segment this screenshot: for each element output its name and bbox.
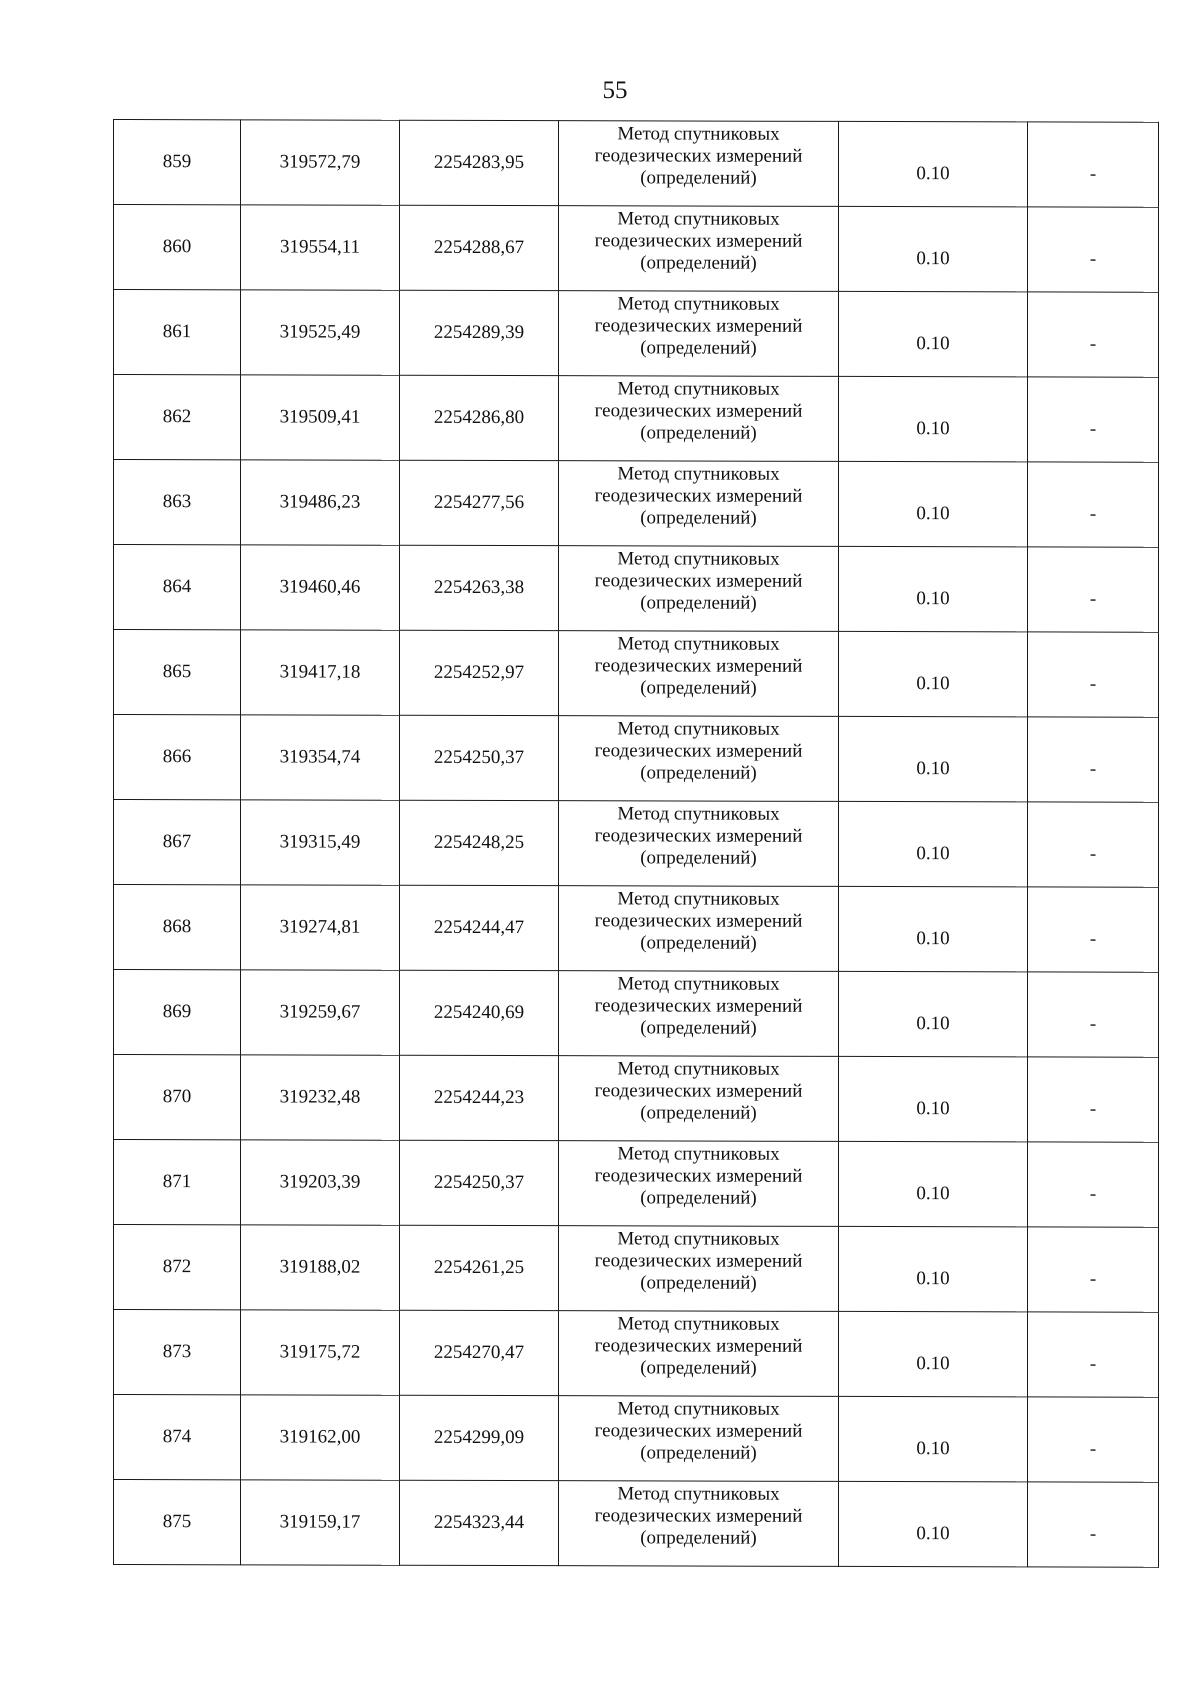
- method-cell: [559, 886, 839, 972]
- method-cell: [559, 971, 839, 1057]
- accuracy-cell-text: 0.10: [916, 333, 950, 355]
- accuracy-cell: [839, 1226, 1028, 1311]
- method-cell-text: Метод спутниковых геодезических измерений (определений): [594, 378, 803, 444]
- accuracy-cell: [839, 206, 1028, 291]
- x-coordinate-cell-text: 319175,72: [279, 1341, 361, 1363]
- method-cell: [559, 206, 839, 292]
- point-number-cell: [114, 545, 241, 630]
- method-cell: [559, 1396, 839, 1482]
- table-row: [114, 545, 1159, 633]
- point-number-cell-text: 866: [162, 746, 192, 768]
- x-coordinate-cell: [241, 120, 400, 205]
- x-coordinate-cell: [241, 1480, 400, 1565]
- point-number-cell: [114, 375, 241, 460]
- table-row: [114, 120, 1159, 208]
- description-cell-text: -: [1089, 418, 1097, 440]
- point-number-cell-text: 860: [162, 236, 192, 258]
- accuracy-cell: [839, 1481, 1028, 1566]
- method-cell-text: Метод спутниковых геодезических измерений (определений): [594, 463, 803, 529]
- accuracy-cell: [839, 716, 1028, 801]
- point-number-cell: [114, 1055, 241, 1140]
- point-number-cell-text: 872: [162, 1256, 192, 1278]
- x-coordinate-cell-text: 319525,49: [279, 321, 361, 343]
- y-coordinate-cell: [400, 885, 559, 970]
- point-number-cell: [114, 460, 241, 545]
- x-coordinate-cell-text: 319188,02: [279, 1256, 361, 1278]
- x-coordinate-cell: [241, 1055, 400, 1140]
- y-coordinate-cell: [400, 545, 559, 630]
- method-cell: [559, 801, 839, 887]
- table-body: [114, 120, 1159, 1568]
- accuracy-cell: [839, 461, 1028, 546]
- method-cell: [559, 1226, 839, 1312]
- x-coordinate-cell: [241, 545, 400, 630]
- y-coordinate-cell-text: 2254270,47: [433, 1341, 525, 1364]
- method-cell-text: Метод спутниковых геодезических измерений (определений): [594, 208, 803, 274]
- y-coordinate-cell: [400, 120, 559, 205]
- description-cell: [1028, 462, 1159, 547]
- point-number-cell: [114, 1480, 241, 1565]
- x-coordinate-cell: [241, 290, 400, 375]
- table-row: [114, 1055, 1159, 1143]
- accuracy-cell: [839, 1311, 1028, 1396]
- point-number-cell: [114, 800, 241, 885]
- point-number-cell-text: 862: [162, 406, 192, 428]
- description-cell-text: -: [1089, 1183, 1097, 1205]
- accuracy-cell: [839, 1141, 1028, 1226]
- y-coordinate-cell-text: 2254299,09: [433, 1426, 525, 1449]
- x-coordinate-cell-text: 319232,48: [279, 1086, 361, 1108]
- method-cell: [559, 546, 839, 632]
- y-coordinate-cell-text: 2254283,95: [433, 151, 525, 174]
- point-number-cell: [114, 120, 241, 205]
- accuracy-cell-text: 0.10: [916, 163, 950, 185]
- accuracy-cell: [839, 1056, 1028, 1141]
- y-coordinate-cell: [400, 1480, 559, 1565]
- method-cell-text: Метод спутниковых геодезических измерений (определений): [594, 1313, 803, 1379]
- description-cell-text: -: [1089, 1013, 1097, 1035]
- table-row: [114, 885, 1159, 973]
- method-cell-text: Метод спутниковых геодезических измерений (определений): [594, 973, 803, 1039]
- point-number-cell-text: 868: [162, 916, 192, 938]
- accuracy-cell: [839, 886, 1028, 971]
- method-cell: [559, 291, 839, 377]
- description-cell: [1028, 122, 1159, 207]
- y-coordinate-cell-text: 2254289,39: [433, 321, 525, 344]
- x-coordinate-cell-text: 319460,46: [279, 576, 361, 598]
- y-coordinate-cell: [400, 715, 559, 800]
- y-coordinate-cell: [400, 1225, 559, 1310]
- x-coordinate-cell: [241, 460, 400, 545]
- y-coordinate-cell-text: 2254252,97: [433, 661, 525, 684]
- accuracy-cell: [839, 1396, 1028, 1481]
- accuracy-cell: [839, 291, 1028, 376]
- y-coordinate-cell: [400, 1055, 559, 1140]
- x-coordinate-cell-text: 319509,41: [279, 406, 361, 428]
- accuracy-cell: [839, 546, 1028, 631]
- accuracy-cell: [839, 631, 1028, 716]
- accuracy-cell-text: 0.10: [916, 588, 950, 610]
- description-cell: [1028, 377, 1159, 462]
- method-cell: [559, 716, 839, 802]
- method-cell-text: Метод спутниковых геодезических измерений (определений): [594, 1483, 803, 1549]
- point-number-cell-text: 869: [162, 1001, 192, 1023]
- y-coordinate-cell-text: 2254250,37: [433, 746, 525, 769]
- table-row: [114, 1395, 1159, 1483]
- x-coordinate-cell-text: 319572,79: [279, 151, 361, 173]
- description-cell: [1028, 1227, 1159, 1312]
- accuracy-cell: [839, 121, 1028, 206]
- description-cell: [1028, 972, 1159, 1057]
- point-number-cell: [114, 970, 241, 1055]
- table-row: [114, 205, 1159, 293]
- x-coordinate-cell: [241, 970, 400, 1055]
- description-cell-text: -: [1089, 928, 1097, 950]
- point-number-cell-text: 874: [162, 1426, 192, 1448]
- point-number-cell: [114, 885, 241, 970]
- accuracy-cell-text: 0.10: [916, 1183, 950, 1205]
- y-coordinate-cell-text: 2254286,80: [433, 406, 525, 429]
- description-cell: [1028, 632, 1159, 717]
- y-coordinate-cell-text: 2254277,56: [433, 491, 525, 514]
- accuracy-cell-text: 0.10: [916, 673, 950, 695]
- y-coordinate-cell: [400, 630, 559, 715]
- table-row: [114, 630, 1159, 718]
- table-row: [114, 1225, 1159, 1313]
- table-row: [114, 290, 1159, 378]
- table-row: [114, 1310, 1159, 1398]
- x-coordinate-cell-text: 319486,23: [279, 491, 361, 513]
- description-cell: [1028, 547, 1159, 632]
- x-coordinate-cell-text: 319554,11: [279, 236, 361, 258]
- accuracy-cell-text: 0.10: [916, 928, 950, 950]
- y-coordinate-cell: [400, 1140, 559, 1225]
- x-coordinate-cell: [241, 715, 400, 800]
- method-cell: [559, 631, 839, 717]
- method-cell-text: Метод спутниковых геодезических измерений (определений): [594, 718, 803, 784]
- description-cell-text: -: [1089, 843, 1097, 865]
- x-coordinate-cell-text: 319159,17: [279, 1511, 361, 1533]
- x-coordinate-cell-text: 319259,67: [279, 1001, 361, 1023]
- method-cell-text: Метод спутниковых геодезических измерений (определений): [594, 888, 803, 954]
- y-coordinate-cell-text: 2254240,69: [433, 1001, 525, 1024]
- table-row: [114, 970, 1159, 1058]
- y-coordinate-cell-text: 2254263,38: [433, 576, 525, 599]
- point-number-cell-text: 861: [162, 321, 192, 343]
- y-coordinate-cell-text: 2254288,67: [433, 236, 525, 259]
- y-coordinate-cell: [400, 1310, 559, 1395]
- point-number-cell-text: 873: [162, 1341, 192, 1363]
- point-number-cell: [114, 1395, 241, 1480]
- method-cell: [559, 1311, 839, 1397]
- description-cell-text: -: [1089, 1098, 1097, 1120]
- description-cell: [1028, 1142, 1159, 1227]
- method-cell: [559, 1481, 839, 1567]
- method-cell-text: Метод спутниковых геодезических измерений (определений): [594, 293, 803, 359]
- x-coordinate-cell-text: 319354,74: [279, 746, 361, 768]
- table-row: [114, 715, 1159, 803]
- description-cell-text: -: [1089, 1438, 1097, 1460]
- x-coordinate-cell-text: 319274,81: [279, 916, 361, 938]
- x-coordinate-cell: [241, 1310, 400, 1395]
- method-cell-text: Метод спутниковых геодезических измерений (определений): [594, 123, 803, 189]
- x-coordinate-cell: [241, 800, 400, 885]
- description-cell-text: -: [1089, 588, 1097, 610]
- y-coordinate-cell-text: 2254244,23: [433, 1086, 525, 1109]
- accuracy-cell-text: 0.10: [916, 248, 950, 270]
- description-cell-text: -: [1089, 1268, 1097, 1290]
- method-cell-text: Метод спутниковых геодезических измерений (определений): [594, 633, 803, 699]
- x-coordinate-cell: [241, 1225, 400, 1310]
- accuracy-cell-text: 0.10: [916, 418, 950, 440]
- x-coordinate-cell: [241, 885, 400, 970]
- point-number-cell-text: 871: [162, 1171, 192, 1193]
- x-coordinate-cell-text: 319315,49: [279, 831, 361, 853]
- description-cell-text: -: [1089, 503, 1097, 525]
- accuracy-cell-text: 0.10: [916, 1523, 950, 1545]
- description-cell: [1028, 802, 1159, 887]
- y-coordinate-cell: [400, 1395, 559, 1480]
- method-cell: [559, 376, 839, 462]
- method-cell: [559, 1056, 839, 1142]
- y-coordinate-cell-text: 2254244,47: [433, 916, 525, 939]
- description-cell-text: -: [1089, 673, 1097, 695]
- accuracy-cell: [839, 801, 1028, 886]
- table-row: [114, 375, 1159, 463]
- page-number: 55: [602, 77, 628, 104]
- x-coordinate-cell: [241, 205, 400, 290]
- point-number-cell-text: 859: [162, 151, 192, 173]
- method-cell-text: Метод спутниковых геодезических измерений (определений): [594, 1398, 803, 1464]
- table-row: [114, 1480, 1159, 1568]
- accuracy-cell-text: 0.10: [916, 843, 950, 865]
- y-coordinate-cell: [400, 205, 559, 290]
- y-coordinate-cell: [400, 970, 559, 1055]
- x-coordinate-cell-text: 319203,39: [279, 1171, 361, 1193]
- method-cell-text: Метод спутниковых геодезических измерений (определений): [594, 1058, 803, 1124]
- description-cell: [1028, 207, 1159, 292]
- y-coordinate-cell-text: 2254323,44: [433, 1511, 525, 1534]
- x-coordinate-cell: [241, 630, 400, 715]
- description-cell-text: -: [1089, 333, 1097, 355]
- point-number-cell: [114, 1310, 241, 1395]
- point-number-cell-text: 875: [162, 1511, 192, 1533]
- description-cell-text: -: [1089, 758, 1097, 780]
- point-number-cell: [114, 1140, 241, 1225]
- method-cell: [559, 121, 839, 207]
- accuracy-cell-text: 0.10: [916, 1353, 950, 1375]
- description-cell-text: -: [1089, 248, 1097, 270]
- description-cell: [1028, 1312, 1159, 1397]
- accuracy-cell: [839, 376, 1028, 461]
- accuracy-cell-text: 0.10: [916, 1013, 950, 1035]
- description-cell: [1028, 887, 1159, 972]
- accuracy-cell-text: 0.10: [916, 1098, 950, 1120]
- description-cell: [1028, 292, 1159, 377]
- description-cell: [1028, 1397, 1159, 1482]
- description-cell-text: -: [1089, 163, 1097, 185]
- point-number-cell-text: 867: [162, 831, 192, 853]
- y-coordinate-cell-text: 2254261,25: [433, 1256, 525, 1279]
- accuracy-cell-text: 0.10: [916, 758, 950, 780]
- table-row: [114, 1140, 1159, 1228]
- method-cell: [559, 461, 839, 547]
- description-cell-text: -: [1089, 1523, 1097, 1545]
- accuracy-cell-text: 0.10: [916, 1438, 950, 1460]
- y-coordinate-cell: [400, 375, 559, 460]
- y-coordinate-cell-text: 2254250,37: [433, 1171, 525, 1194]
- method-cell-text: Метод спутниковых геодезических измерений (определений): [594, 803, 803, 869]
- accuracy-cell-text: 0.10: [916, 503, 950, 525]
- table-row: [114, 460, 1159, 548]
- method-cell-text: Метод спутниковых геодезических измерений (определений): [594, 548, 803, 614]
- y-coordinate-cell: [400, 800, 559, 885]
- x-coordinate-cell: [241, 375, 400, 460]
- point-number-cell: [114, 1225, 241, 1310]
- point-number-cell: [114, 715, 241, 800]
- method-cell: [559, 1141, 839, 1227]
- method-cell-text: Метод спутниковых геодезических измерений (определений): [594, 1228, 803, 1294]
- x-coordinate-cell: [241, 1395, 400, 1480]
- y-coordinate-cell: [400, 290, 559, 375]
- point-number-cell: [114, 205, 241, 290]
- x-coordinate-cell-text: 319162,00: [279, 1426, 361, 1448]
- description-cell: [1028, 717, 1159, 802]
- point-number-cell-text: 864: [162, 576, 192, 598]
- description-cell: [1028, 1482, 1159, 1567]
- table-row: [114, 800, 1159, 888]
- x-coordinate-cell-text: 319417,18: [279, 661, 361, 683]
- y-coordinate-cell: [400, 460, 559, 545]
- description-cell: [1028, 1057, 1159, 1142]
- accuracy-cell-text: 0.10: [916, 1268, 950, 1290]
- accuracy-cell: [839, 971, 1028, 1056]
- coordinates-table: [113, 119, 1159, 1568]
- point-number-cell: [114, 290, 241, 375]
- x-coordinate-cell: [241, 1140, 400, 1225]
- point-number-cell-text: 865: [162, 661, 192, 683]
- point-number-cell-text: 870: [162, 1086, 192, 1108]
- point-number-cell: [114, 630, 241, 715]
- point-number-cell-text: 863: [162, 491, 192, 513]
- coordinates-table-container: [113, 119, 1158, 1568]
- y-coordinate-cell-text: 2254248,25: [433, 831, 525, 854]
- method-cell-text: Метод спутниковых геодезических измерений (определений): [594, 1143, 803, 1209]
- description-cell-text: -: [1089, 1353, 1097, 1375]
